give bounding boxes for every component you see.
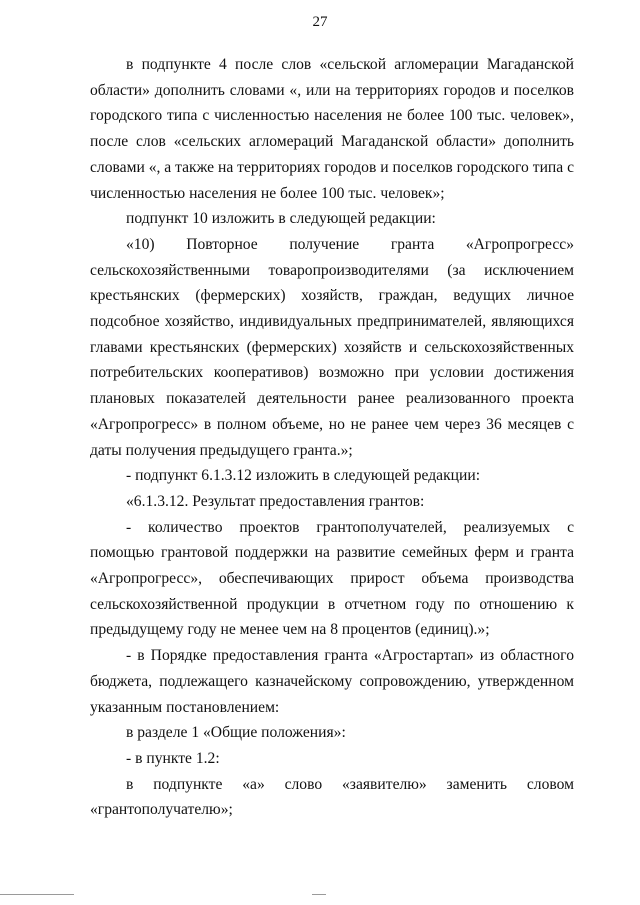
paragraph-point-1-2: - в пункте 1.2: [126, 749, 220, 767]
paragraph-subpoint-4-amendment: в подпункте 4 после слов «сельской агломерации Магаданской области» дополнить словами «, или на территориях городов и поселков городского типа с численностью населения не более 100 тыс. человек», после слов «сельских агломераций Магаданской области» дополнить словами «, а также на территориях городов и поселков городского типа с численностью населения не более 100 тыс. человек»; [90, 56, 574, 202]
paragraph-subpoint-10-text: «10) Повторное получение гранта «Агропрогресс» сельскохозяйственными товаропроизводителями (за исключением крестьянских (фермерских) хозяйств, граждан, ведущих личное подсобное хозяйство, индивидуальных предпринимателей, являющихся главами крестьянских (фермерских) хозяйств и сельскохозяйственных потребительских кооперативов) возможно при условии достижения плановых показателей деятельности ранее реализованного проекта «Агропрогресс» в полном объеме, но не ранее чем через 36 месяцев с даты получения предыдущего гранта.»; [90, 235, 574, 459]
footer-rule-left [0, 894, 74, 895]
paragraph-grant-result-count: - количество проектов грантополучателей, реализуемых с помощью грантовой поддержки на развитие семейных ферм и гранта «Агропрогресс», обеспечивающих прирост объема производства сельскохозяйственной продукции в отчетном году по отношению к предыдущему году не менее чем на 8 процентов (единиц).»; [90, 518, 574, 639]
paragraph-section-1: в разделе 1 «Общие положения»: [126, 724, 346, 742]
document-body [90, 52, 574, 823]
paragraph-6-1-3-12-intro: - подпункт 6.1.3.12 изложить в следующей редакции: [126, 467, 481, 485]
page-number: 27 [312, 14, 328, 30]
paragraph-subpoint-10-intro: подпункт 10 изложить в следующей редакции: [126, 210, 436, 228]
footer-rule-center [312, 894, 326, 895]
paragraph-agrostartup-procedure: - в Порядке предоставления гранта «Агростартап» из областного бюджета, подлежащего казначейскому сопровождению, утвержденном указанным постановлением: [90, 647, 574, 716]
paragraph-subpoint-a-replacement: в подпункте «а» слово «заявителю» заменить словом «грантополучателю»; [90, 775, 574, 819]
paragraph-6-1-3-12-heading: «6.1.3.12. Результат предоставления грантов: [126, 492, 425, 510]
